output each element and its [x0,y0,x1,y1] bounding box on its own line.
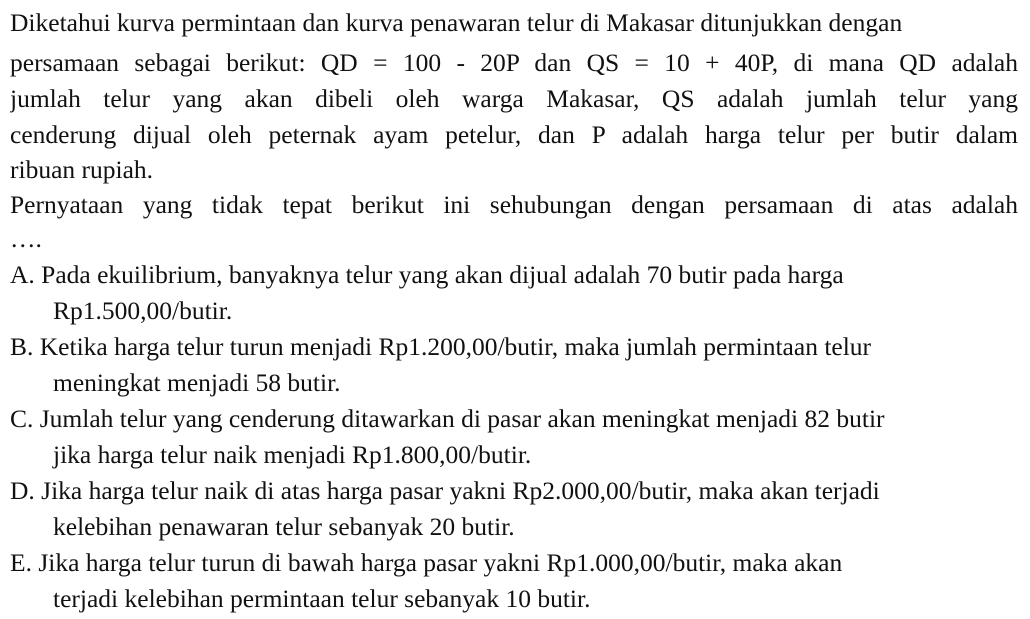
option-b-line-2: meningkat menjadi 58 butir. [53,368,341,397]
question-page [10,0,1018,619]
option-e-line-1: E. Jika harga telur turun di bawah harga pasar yakni Rp1.000,00/butir, maka akan [10,548,843,577]
option-a-line-2: Rp1.500,00/butir. [53,296,233,325]
option-d-line-2: kelebihan penawaran telur sebanyak 20 butir. [53,512,515,541]
prompt-line-1: Pernyataan yang tidak tepat berikut ini sehubungan dengan persamaan di atas adalah [10,190,1018,219]
stem-line-5: ribuan rupiah. [10,155,154,184]
stem-line-2: persamaan sebagai berikut: QD = 100 - 20P dan QS = 10 + 40P, di mana QD adalah [10,48,1018,77]
stem-line-1: Diketahui kurva permintaan dan kurva penawaran telur di Makasar ditunjukkan dengan [10,8,903,37]
prompt-line-2: …. [10,224,42,253]
stem-line-3: jumlah telur yang akan dibeli oleh warga Makasar, QS adalah jumlah telur yang [10,84,1018,113]
option-c-line-1: C. Jumlah telur yang cenderung ditawarkan di pasar akan meningkat menjadi 82 butir [10,404,885,433]
option-d-line-1: D. Jika harga telur naik di atas harga pasar yakni Rp2.000,00/butir, maka akan terjadi [10,476,880,505]
option-a-line-1: A. Pada ekuilibrium, banyaknya telur yang akan dijual adalah 70 butir pada harga [10,260,844,289]
option-c-line-2: jika harga telur naik menjadi Rp1.800,00/butir. [53,440,532,469]
option-b-line-1: B. Ketika harga telur turun menjadi Rp1.200,00/butir, maka jumlah permintaan telur [10,332,872,361]
stem-line-4: cenderung dijual oleh peternak ayam petelur, dan P adalah harga telur per butir dalam [10,120,1018,149]
option-e-line-2: terjadi kelebihan permintaan telur sebanyak 10 butir. [53,584,591,613]
